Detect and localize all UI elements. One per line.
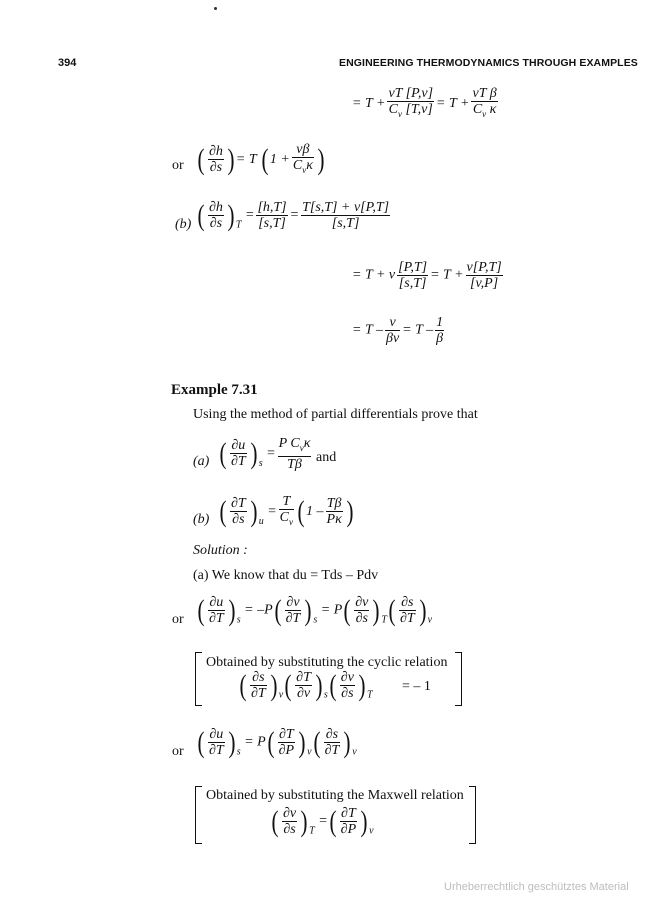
equation-1: = T + $\frac{vT [P,v]}{C_v [T,v]}$ = T + $\frac{\text{vT β}}{C_v \kappa}$ [352,86,497,119]
equation-3: ( $\frac{\partial h}{\partial s}$ ) $_T$ = $\frac{[h,T]}{[s,T]}$ = $\frac{T[s,T] + v[P,T]}{[s,T]}$ [197,198,390,232]
maxwell-relation: ( $\frac{\partial v}{\partial s}$ ) $_T$ =( $\frac{\partial T}{\partial P}$ ) $_v$ [271,804,374,838]
part-a-label: (a) [193,454,210,469]
equation-4: = T + v $\frac{[P,T]}{[s,T]}$ = T + $\frac{v[P,T]}{[v,P]}$ [352,260,502,291]
equation-7: ( $\frac{\partial T}{\partial s}$ ) $_u$ = $\frac{T}{C_v}$ ( 1 – $\frac{T\beta}{P\kappa}$ ) [219,494,354,528]
or-label-1: or [172,158,184,173]
example-title: Example 7.31 [171,382,258,398]
equation-8: ( $\frac{\partial u}{\partial T}$ ) $_s$ = –P( $\frac{\partial v}{\partial T}$ ) $_s$ = P( $\frac{\partial v}{\partial s}$ ) $_T$( $\frac{\partial s}{\partial T}$ ) $_v$ [197,593,433,627]
bracket-left-2 [195,786,202,844]
watermark: Urheberrechtlich geschütztes Material [444,881,629,893]
page-number: 394 [58,57,77,69]
we-know-line: (a) We know that du = Tds – Pdv [193,568,379,583]
part-b-label-1: (b) [175,217,192,232]
maxwell-note: Obtained by substituting the Maxwell relation [206,788,464,803]
or-label-2: or [172,612,184,627]
bracket-right-1 [455,652,462,706]
and-word: and [316,450,337,465]
equation-6: ( $\frac{\partial u}{\partial T}$ ) $_s$ = $\frac{P C_v\kappa}{T\beta}$ [219,436,311,472]
cyclic-note: Obtained by substituting the cyclic relation [206,655,448,670]
equation-5: = T – $\frac{v}{\beta v}$ = T – $\frac{1}{\beta}$ [352,315,444,346]
equation-2: ( $\frac{\partial h}{\partial s}$ ) = T ( 1 + $\frac{v\beta}{C_v\kappa}$ ) [197,142,325,176]
minus-one: = – 1 [402,679,431,694]
running-header: ENGINEERING THERMODYNAMICS THROUGH EXAMPLES [339,57,638,69]
example-statement: Using the method of partial differentials prove that [193,407,478,422]
bracket-right-2 [469,786,476,844]
solution-heading: Solution : [193,543,248,558]
or-label-3: or [172,744,184,759]
cyclic-relation: ( $\frac{\partial s}{\partial T}$ ) $_v$( $\frac{\partial T}{\partial v}$ ) $_s$( $\frac{\partial v}{\partial s}$ ) $_T$ [239,668,373,702]
bracket-left-1 [195,652,202,706]
speck [214,7,217,10]
equation-9: ( $\frac{\partial u}{\partial T}$ ) $_s$ = P( $\frac{\partial T}{\partial P}$ ) $_v$( $\frac{\partial s}{\partial T}$ ) $_v$ [197,725,357,759]
part-b-label-2: (b) [193,512,210,527]
